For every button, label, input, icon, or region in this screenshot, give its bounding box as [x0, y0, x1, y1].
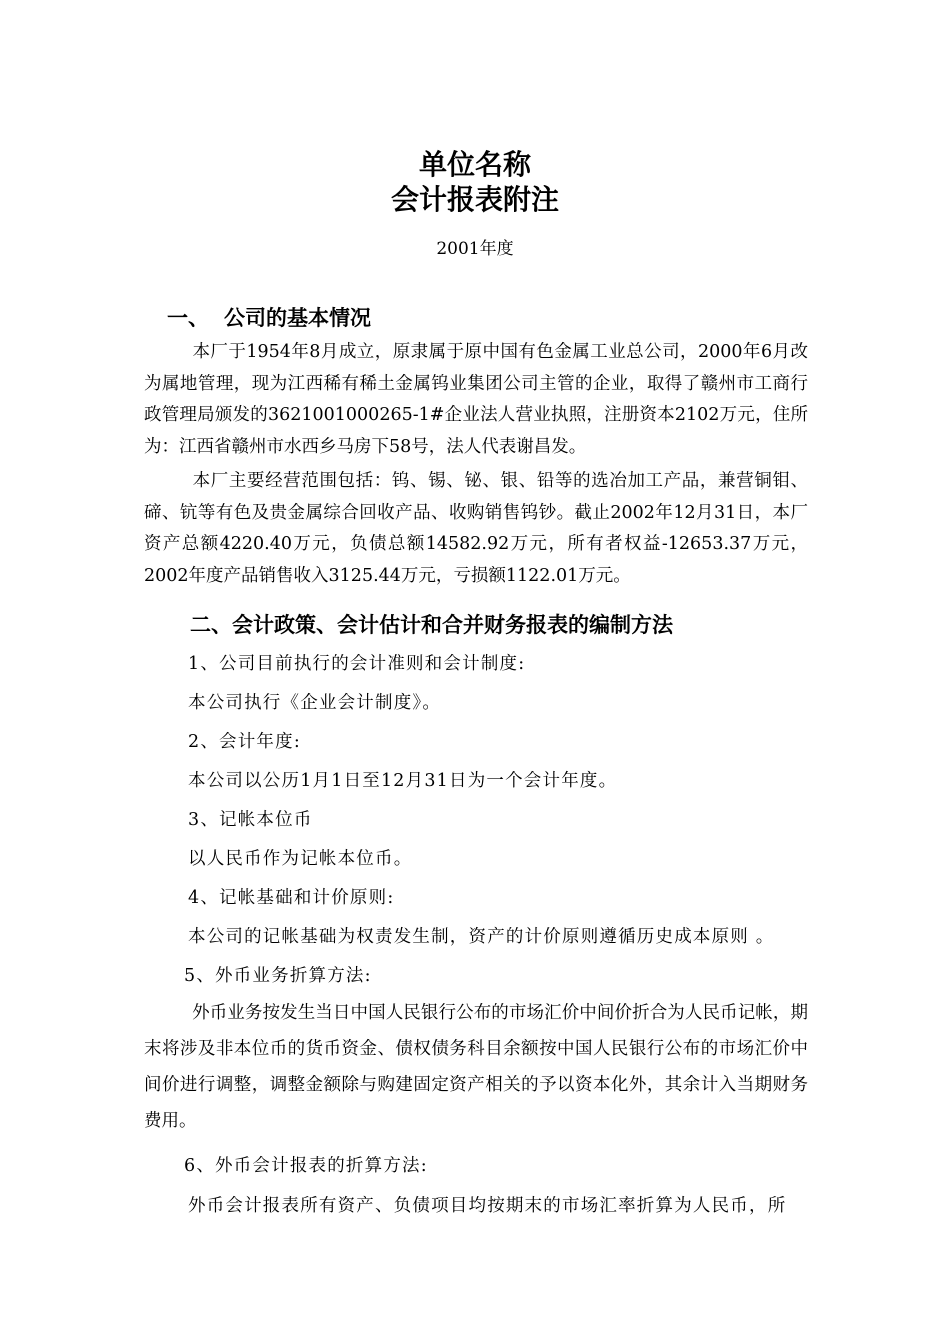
section1-paragraph-1 — [144, 337, 808, 463]
item2-body: 本公司以公历1月1日至12月31日为一个会计年度。 — [188, 771, 618, 791]
item2-title: 2、会计年度: — [188, 732, 301, 752]
item3-title: 3、记帐本位币 — [188, 810, 313, 830]
item3-body: 以人民币作为记帐本位币。 — [188, 849, 413, 869]
section1-paragraph-2-text: 本厂主要经营范围包括：钨、锡、铋、银、铅等的选冶加工产品，兼营铜钼、碲、钪等有色及贵金属综合回收产品、收购销售钨钞。截止2002年12月31日，本厂资产总额4220.40万元，负债总额14582.92万元，所有者权益-12653.37万元，2002年度产品销售收入3125.44万元，亏损额1122.01万元。 — [144, 471, 808, 586]
report-title: 会计报表附注 — [390, 183, 559, 216]
item1-title: 1、公司目前执行的会计准则和会计制度: — [188, 654, 526, 674]
item4-title: 4、记帐基础和计价原则: — [188, 888, 395, 908]
section1-heading: 公司的基本情况 — [224, 306, 371, 330]
section1-paragraph-2 — [144, 466, 808, 592]
item6-body: 外币会计报表所有资产、负债项目均按期末的市场汇率折算为人民币，所 — [188, 1196, 787, 1216]
item5-body — [144, 995, 808, 1139]
item5-body-text: 外币业务按发生当日中国人民银行公布的市场汇价中间价折合为人民币记帐，期末将涉及非本位币的货币资金、债权债务科目余额按中国人民银行公布的市场汇价中间价进行调整，调整金额除与购建固定资产相关的予以资本化外，其余计入当期财务费用。 — [144, 1003, 808, 1131]
company-name-title: 单位名称 — [418, 148, 531, 181]
item1-body: 本公司执行《企业会计制度》。 — [188, 693, 442, 713]
item4-body: 本公司的记帐基础为权责发生制，资产的计价原则遵循历史成本原则 。 — [188, 927, 775, 947]
section2-heading: 二、会计政策、会计估计和合并财务报表的编制方法 — [190, 613, 673, 637]
item6-title: 6、外币会计报表的折算方法: — [184, 1156, 428, 1176]
item5-title: 5、外币业务折算方法: — [184, 966, 372, 986]
section1-paragraph-1-text: 本厂于1954年8月成立，原隶属于原中国有色金属工业总公司，2000年6月改为属地管理，现为江西稀有稀土金属钨业集团公司主管的企业，取得了赣州市工商行政管理局颁发的3621001000265-1#企业法人营业执照，注册资本2102万元，住所为：江西省赣州市水西乡马房下58号，法人代表谢昌发。 — [144, 342, 808, 457]
report-year: 2001年度 — [436, 239, 514, 259]
section1-number: 一、 — [167, 306, 209, 330]
